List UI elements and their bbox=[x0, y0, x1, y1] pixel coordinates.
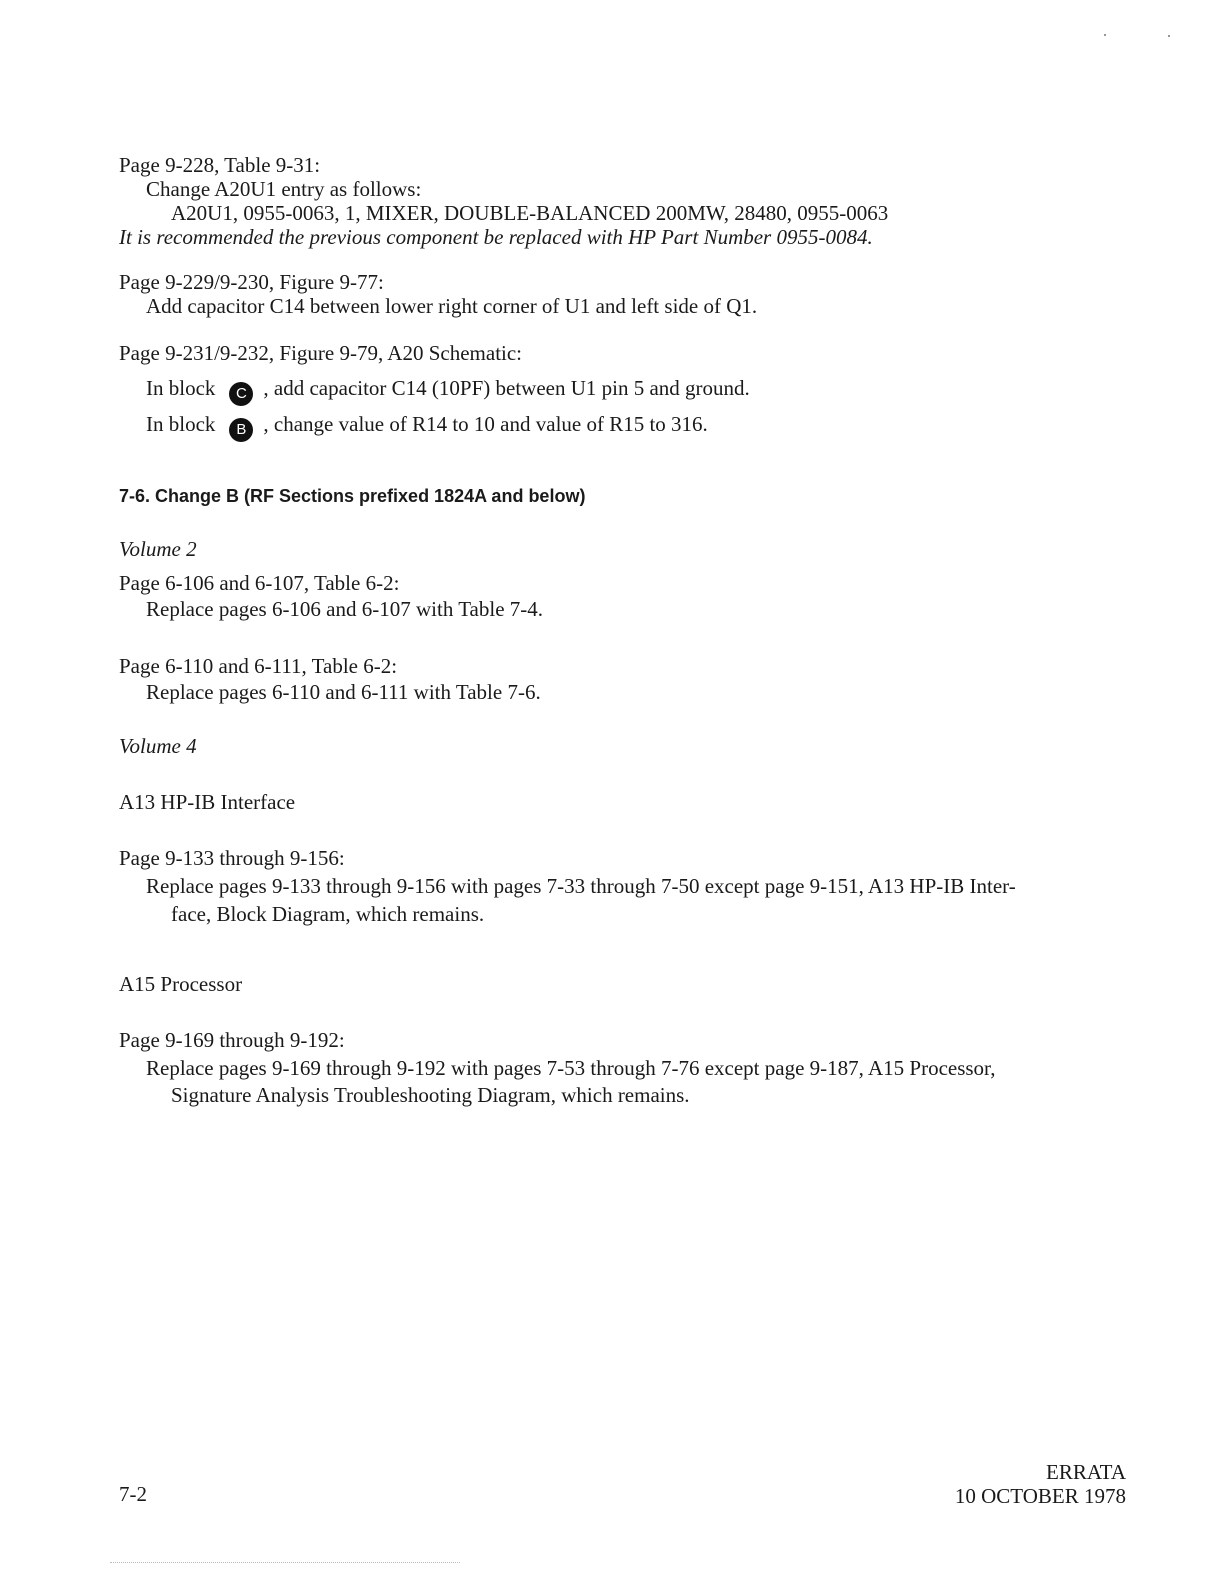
entry-6-106-action: Replace pages 6-106 and 6-107 with Table 7-4. bbox=[146, 597, 544, 621]
entry-9-229-action: Add capacitor C14 between lower right corner of U1 and left side of Q1. bbox=[146, 294, 758, 318]
entry-9-169-action: Replace pages 9-169 through 9-192 with pages 7-53 through 7-76 except page 9-187, A15 Processor, bbox=[146, 1056, 996, 1080]
entry-6-110-ref: Page 6-110 and 6-111, Table 6-2: bbox=[119, 654, 398, 678]
circled-letter-b-icon: B bbox=[229, 418, 253, 442]
entry-9-228-note: It is recommended the previous component be replaced with HP Part Number 0955-0084. bbox=[119, 225, 873, 249]
block-b-line bbox=[146, 412, 708, 442]
entry-9-228-detail: A20U1, 0955-0063, 1, MIXER, DOUBLE-BALANCED 200MW, 28480, 0955-0063 bbox=[171, 201, 889, 225]
entry-9-228-action: Change A20U1 entry as follows: bbox=[146, 177, 422, 201]
entry-6-110-action: Replace pages 6-110 and 6-111 with Table 7-6. bbox=[146, 680, 541, 704]
entry-9-228-ref: Page 9-228, Table 9-31: bbox=[119, 153, 321, 177]
a15-title: A15 Processor bbox=[119, 972, 243, 996]
circled-letter-c-icon: C bbox=[229, 382, 253, 406]
a13-title: A13 HP-IB Interface bbox=[119, 790, 296, 814]
entry-9-133-action-cont: face, Block Diagram, which remains. bbox=[171, 902, 485, 926]
entry-9-133-ref: Page 9-133 through 9-156: bbox=[119, 846, 345, 870]
scan-speck bbox=[1104, 34, 1106, 36]
block-c-text: , add capacitor C14 (10PF) between U1 pin 5 and ground. bbox=[263, 376, 750, 400]
scan-edge-artifact bbox=[110, 1562, 460, 1563]
scan-speck bbox=[1168, 35, 1170, 37]
entry-9-231-ref: Page 9-231/9-232, Figure 9-79, A20 Schematic: bbox=[119, 341, 523, 365]
block-c-prefix: In block bbox=[146, 376, 216, 400]
entry-9-169-ref: Page 9-169 through 9-192: bbox=[119, 1028, 345, 1052]
errata-footer bbox=[955, 1460, 1126, 1508]
block-b-text: , change value of R14 to 10 and value of R15 to 316. bbox=[263, 412, 708, 436]
page-number: 7-2 bbox=[119, 1482, 147, 1506]
entry-9-169-action-cont: Signature Analysis Troubleshooting Diagram, which remains. bbox=[171, 1083, 690, 1107]
entry-6-106-ref: Page 6-106 and 6-107, Table 6-2: bbox=[119, 571, 400, 595]
section-heading: 7-6. Change B (RF Sections prefixed 1824A and below) bbox=[119, 486, 586, 506]
errata-date: 10 OCTOBER 1978 bbox=[954, 1484, 1126, 1508]
volume-4-label: Volume 4 bbox=[119, 734, 197, 758]
entry-9-133-action: Replace pages 9-133 through 9-156 with pages 7-33 through 7-50 except page 9-151, A13 HP-IB Inter- bbox=[146, 874, 1016, 898]
block-c-line bbox=[146, 376, 750, 406]
entry-9-229-ref: Page 9-229/9-230, Figure 9-77: bbox=[119, 270, 384, 294]
errata-label: ERRATA bbox=[1046, 1460, 1126, 1484]
volume-2-label: Volume 2 bbox=[119, 537, 197, 561]
block-b-prefix: In block bbox=[146, 412, 216, 436]
